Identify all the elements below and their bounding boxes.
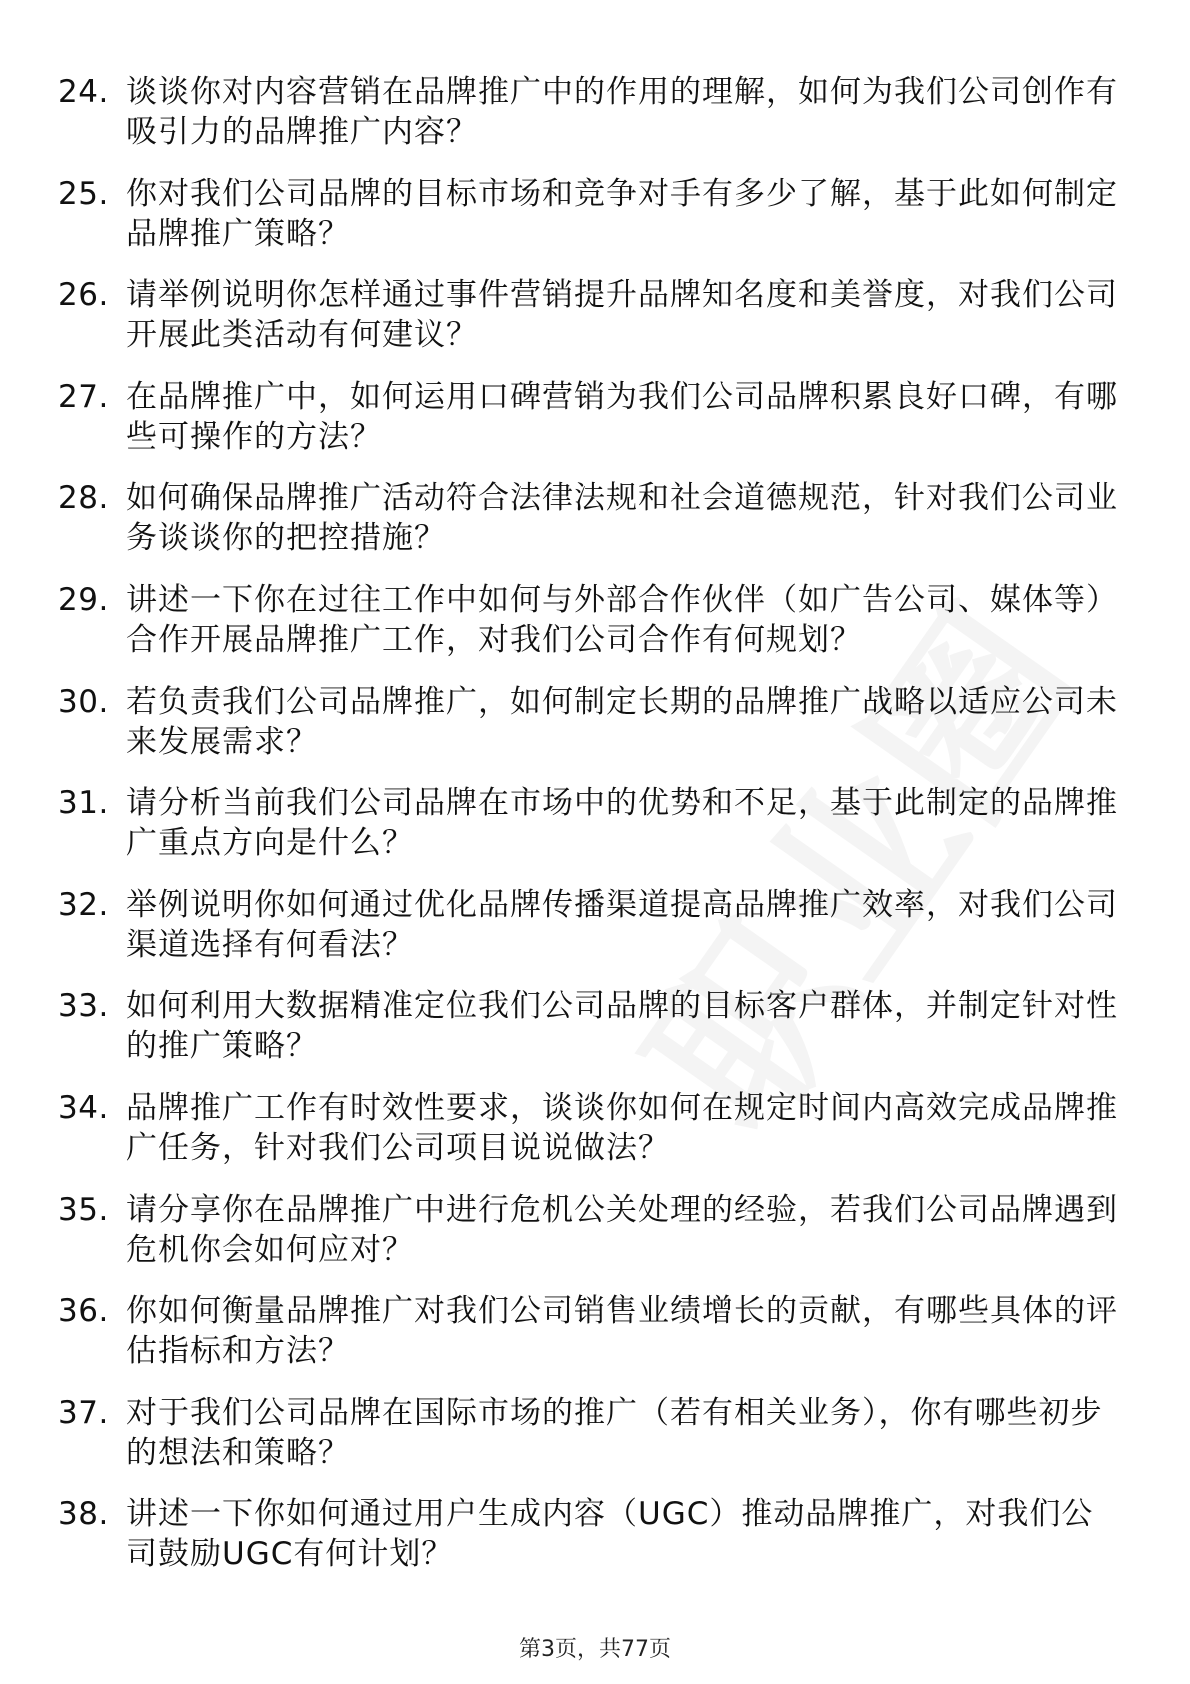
question-item-25 — [58, 174, 1118, 276]
question-text: 请举例说明你怎样通过事件营销提升品牌知名度和美誉度，对我们公司开展此类活动有何建议？ — [126, 277, 1118, 354]
question-item-37 — [58, 1393, 1118, 1495]
question-text: 若负责我们公司品牌推广，如何制定长期的品牌推广战略以适应公司未来发展需求？ — [126, 683, 1118, 760]
question-text: 请分享你在品牌推广中进行危机公关处理的经验，若我们公司品牌遇到危机你会如何应对？ — [126, 1191, 1118, 1268]
question-item-31 — [58, 783, 1118, 885]
question-number: 34. — [58, 1089, 109, 1126]
question-item-28 — [58, 478, 1118, 580]
question-item-34 — [58, 1088, 1118, 1190]
question-item-33 — [58, 986, 1118, 1088]
question-text: 你对我们公司品牌的目标市场和竞争对手有多少了解，基于此如何制定品牌推广策略？ — [126, 175, 1118, 252]
question-number: 27. — [58, 378, 109, 415]
question-text: 在品牌推广中，如何运用口碑营销为我们公司品牌积累良好口碑，有哪些可操作的方法？ — [126, 378, 1118, 455]
question-number: 25. — [58, 175, 109, 212]
question-number: 28. — [58, 480, 109, 517]
question-text: 举例说明你如何通过优化品牌传播渠道提高品牌推广效率，对我们公司渠道选择有何看法？ — [126, 886, 1118, 963]
question-number: 37. — [58, 1394, 109, 1431]
question-item-38 — [58, 1494, 1118, 1596]
question-text: 讲述一下你如何通过用户生成内容（UGC）推动品牌推广，对我们公司鼓励UGC有何计划？ — [126, 1496, 1094, 1573]
question-item-26 — [58, 275, 1118, 377]
question-text: 你如何衡量品牌推广对我们公司销售业绩增长的贡献，有哪些具体的评估指标和方法？ — [126, 1293, 1118, 1370]
question-item-27 — [58, 377, 1118, 479]
question-text: 请分析当前我们公司品牌在市场中的优势和不足，基于此制定的品牌推广重点方向是什么？ — [126, 785, 1118, 862]
question-text: 品牌推广工作有时效性要求，谈谈你如何在规定时间内高效完成品牌推广任务，针对我们公司项目说说做法？ — [126, 1089, 1118, 1166]
question-number: 32. — [58, 886, 109, 923]
question-item-29 — [58, 580, 1118, 682]
question-item-35 — [58, 1190, 1118, 1292]
question-text: 对于我们公司品牌在国际市场的推广（若有相关业务），你有哪些初步的想法和策略？ — [126, 1394, 1103, 1471]
question-number: 33. — [58, 988, 109, 1025]
question-text: 讲述一下你在过往工作中如何与外部合作伙伴（如广告公司、媒体等）合作开展品牌推广工作，对我们公司合作有何规划？ — [126, 581, 1118, 658]
question-item-36 — [58, 1291, 1118, 1393]
question-number: 35. — [58, 1191, 109, 1228]
question-list — [58, 72, 1118, 1596]
question-number: 24. — [58, 74, 109, 110]
question-number: 29. — [58, 581, 109, 618]
question-item-24 — [58, 72, 1118, 174]
question-number: 30. — [58, 683, 109, 720]
question-number: 31. — [58, 785, 109, 822]
question-number: 38. — [58, 1496, 109, 1533]
question-item-32 — [58, 885, 1118, 987]
question-text: 如何确保品牌推广活动符合法律法规和社会道德规范，针对我们公司业务谈谈你的把控措施？ — [126, 480, 1118, 557]
question-text: 如何利用大数据精准定位我们公司品牌的目标客户群体，并制定针对性的推广策略？ — [126, 988, 1118, 1065]
question-number: 26. — [58, 277, 109, 314]
question-item-30 — [58, 682, 1118, 784]
question-number: 36. — [58, 1293, 109, 1330]
page-footer: 第3页，共77页 — [519, 1637, 671, 1662]
question-text: 谈谈你对内容营销在品牌推广中的作用的理解，如何为我们公司创作有吸引力的品牌推广内容？ — [126, 74, 1118, 150]
